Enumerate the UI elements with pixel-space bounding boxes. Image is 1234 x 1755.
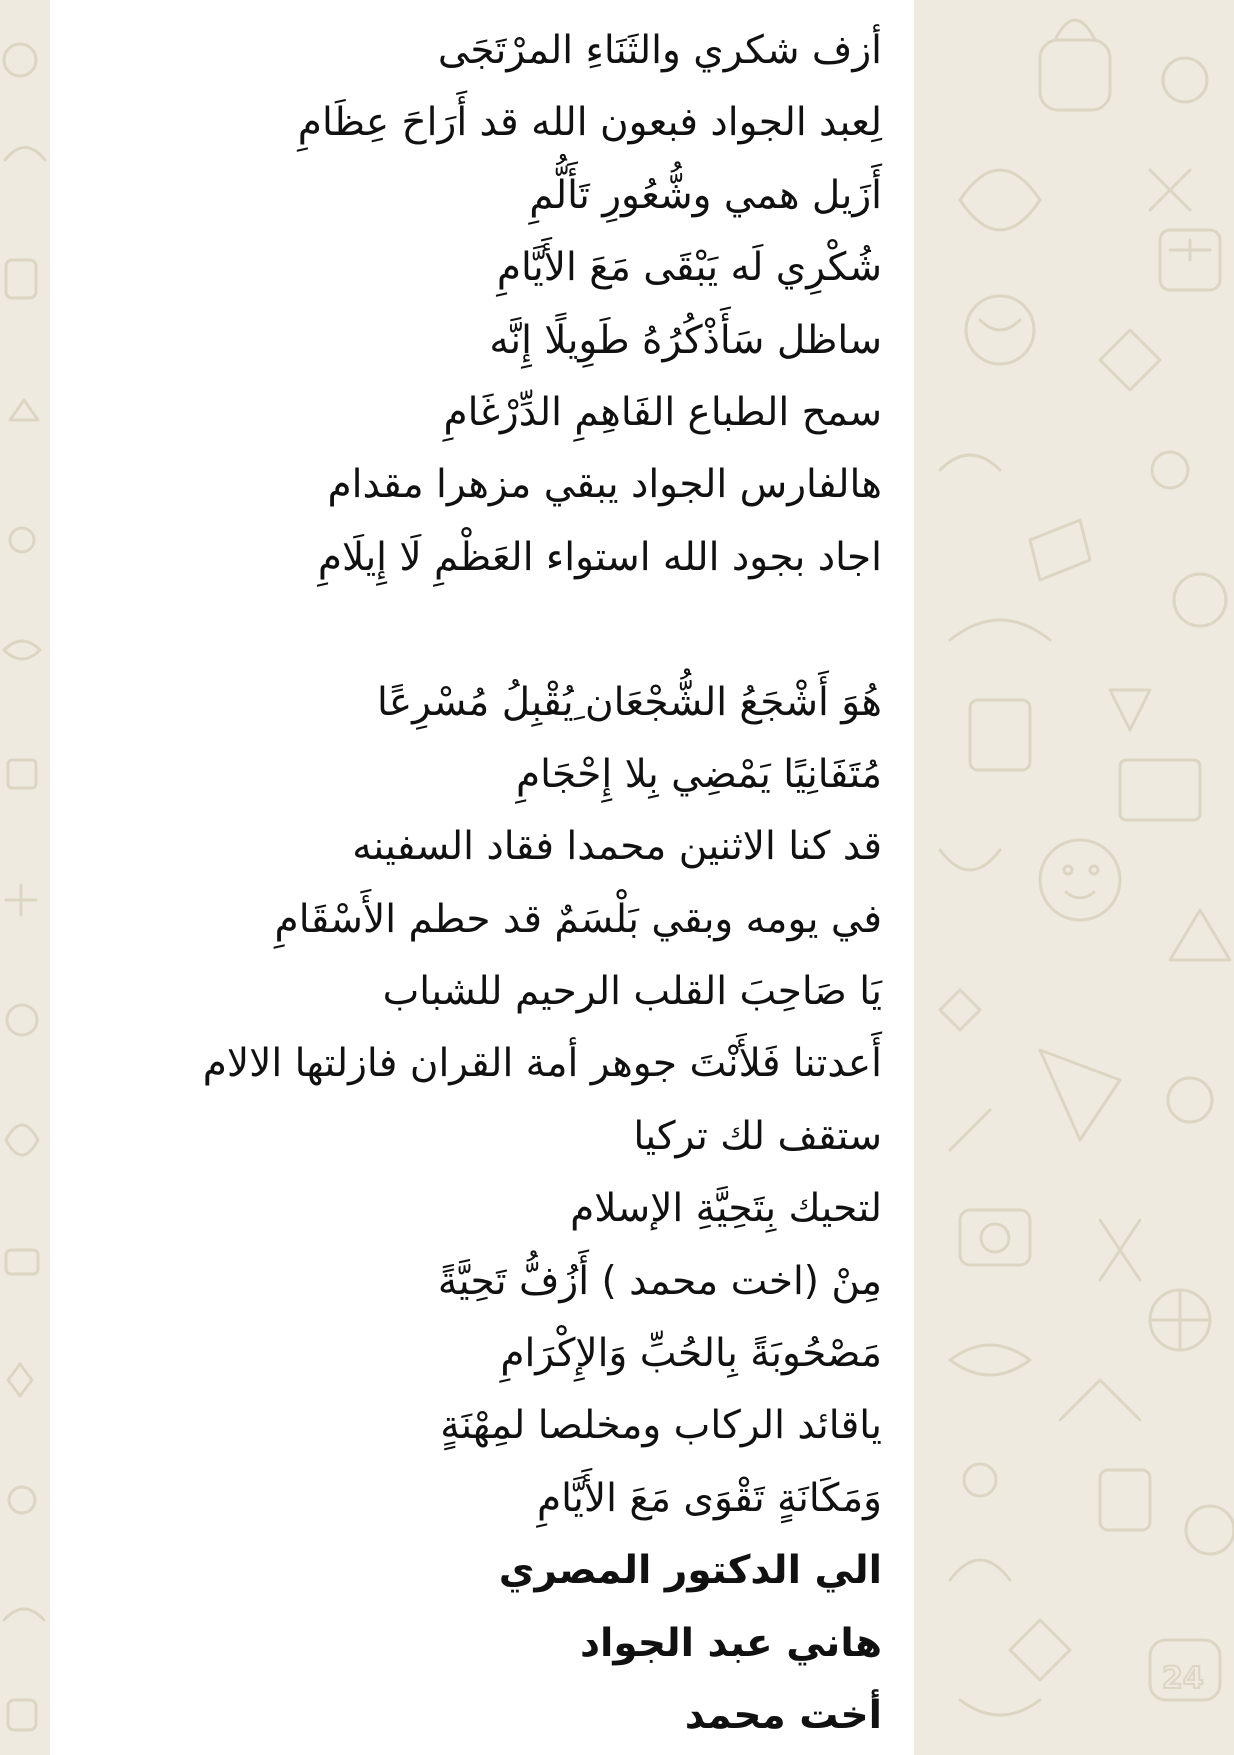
poem-line: شُكْرِي لَه يَبْقَى مَعَ الأَيَّامِ [496, 245, 882, 291]
doodle-football-icon [1030, 520, 1090, 580]
wallpaper-badge-text: 24 [1162, 1661, 1204, 1696]
message-text [70, 15, 882, 1752]
doodle-smile-icon [940, 850, 1000, 870]
doodle-star-icon [940, 990, 980, 1030]
poem-line: هالفارس الجواد يبقي مزهرا مقدام [327, 462, 882, 508]
poem-line: ستقف لك تركيا [633, 1113, 882, 1159]
poem-line: ياقائد الركاب ومخلصا لمِهْنَةٍ [440, 1403, 882, 1449]
poem-line: في يومه وبقي بَلْسَمٌ قد حطم الأَسْقَامِ [274, 896, 882, 942]
doodle-x-icon [1150, 170, 1190, 210]
poem-line: مُتَفَانِيًا يَمْضِي بِلا إِحْجَامِ [516, 751, 882, 797]
poem-line: ساظل سَأَذْكُرُهُ طَوِيلًا إِنَّه [489, 317, 882, 363]
doodle-diamond-icon [8, 1364, 32, 1396]
poem-line: قد كنا الاثنين محمدا فقاد السفينه [352, 824, 882, 870]
doodle-rocket-icon [1040, 1050, 1120, 1140]
doodle-bottle-icon [1100, 1470, 1150, 1530]
poem-line: هاني عبد الجواد [580, 1620, 882, 1666]
doodle-leaf-icon [4, 641, 40, 659]
doodle-triangle-icon [10, 400, 38, 420]
doodle-lock-icon [1040, 40, 1110, 110]
doodle-cup-icon [970, 700, 1030, 770]
poem-line: مِنْ (اخت محمد ) أَزُفُّ تَحِيَّةً [437, 1258, 882, 1304]
doodle-wave-icon [940, 455, 1000, 470]
poem-line: هُوَ أَشْجَعُ الشُّجْعَان ِيُقْبِلُ مُسْرِعًا [376, 679, 882, 725]
poem-line: لتحيك بِتَحِيَّةِ الإسلام [570, 1186, 882, 1232]
doodle-plus-icon [6, 885, 36, 915]
poem-line: الي الدكتور المصري [498, 1548, 882, 1594]
poem-line: أزف شكري والثَنَاءِ المرْتَجَى [437, 28, 882, 73]
doodle-sun-icon [1174, 574, 1226, 626]
doodle-balloon-icon [960, 170, 1040, 230]
doodle-moon-icon [1163, 58, 1207, 102]
poem-line: وَمَكَانَةٍ تَقْوَى مَعَ الأَيَّامِ [537, 1475, 882, 1521]
poem-line: سمح الطباع الفَاهِمِ الدِّرْغَامِ [443, 389, 882, 435]
poem-line: أخت محمد [684, 1692, 882, 1738]
doodle-camera-icon [960, 1210, 1030, 1265]
doodle-tree-icon [1170, 910, 1230, 960]
poem-line: مَصْحُوبَةً بِالحُبِّ وَالإِكْرَامِ [500, 1331, 882, 1377]
doodle-box-icon [6, 260, 36, 298]
poem-line: يَا صَاحِبَ القلب الرحيم للشباب [382, 969, 882, 1015]
doodle-blocks-icon [1120, 760, 1200, 820]
doodle-face-icon [1040, 840, 1120, 920]
doodle-arc-icon [5, 148, 45, 161]
poem-line: أَزَيل همي وشُّعُورِ تَأَلُّمِ [529, 172, 882, 218]
doodle-basketball-icon [1186, 1506, 1234, 1554]
message-bubble[interactable] [50, 0, 914, 1755]
poem-line: أَعدتنا فَلأَنْتَ جوهر أمة القران فازلتها الالام [202, 1041, 882, 1087]
doodle-circle-icon [4, 44, 36, 76]
poem-line: لِعبد الجواد فبعون الله قد أَرَاحَ عِظَامِ [297, 100, 882, 146]
blank-line [70, 594, 882, 666]
poem-line: اجاد بجود الله استواء العَظْمِ لَا إِيلَامِ [317, 534, 882, 580]
